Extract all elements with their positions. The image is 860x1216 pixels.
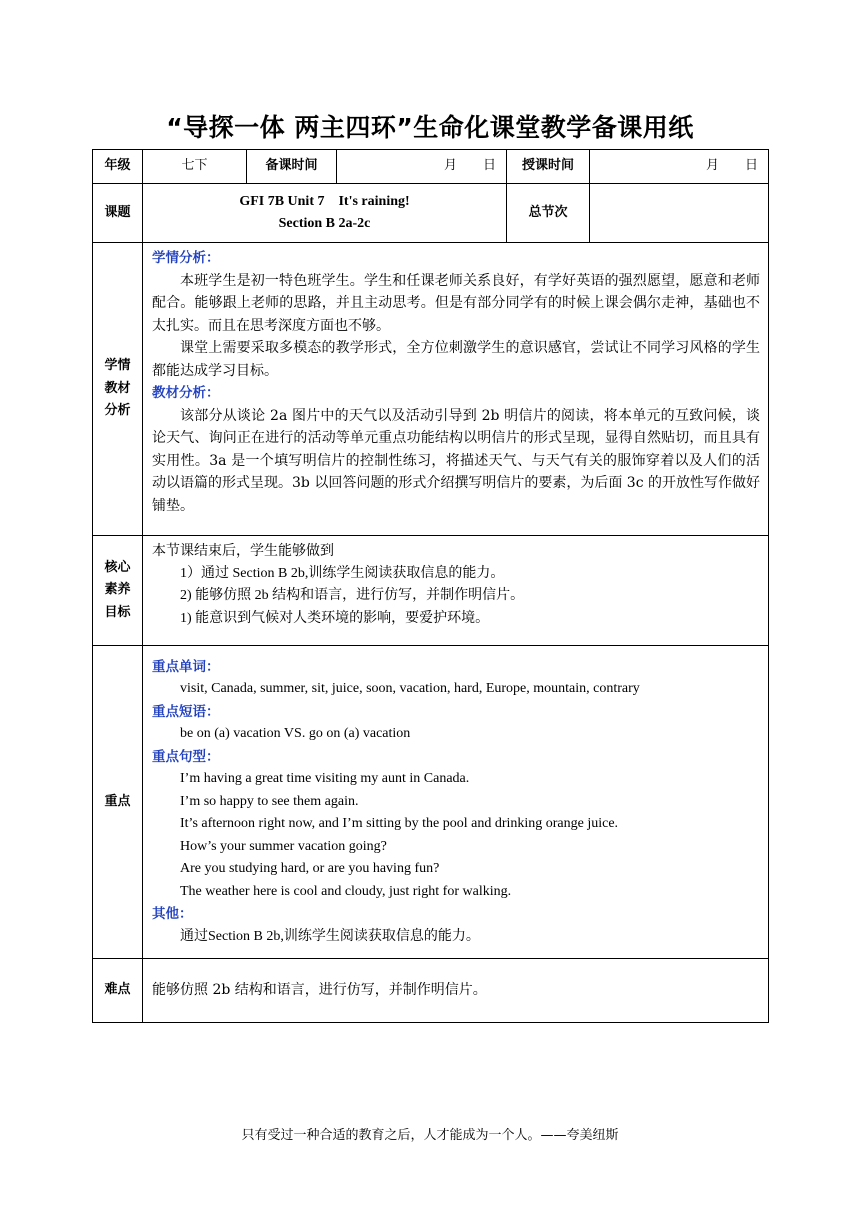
- key-points-content: [143, 646, 769, 959]
- footer-quote: 只有受过一种合适的教育之后，人才能成为一个人。——夸美纽斯: [241, 1128, 619, 1143]
- key-words-heading: 重点单词：: [152, 658, 220, 675]
- goals-label: [93, 536, 143, 646]
- goals-intro: 本节课结束后，学生能够做到: [152, 543, 334, 559]
- prep-time-value: 月 日: [337, 150, 507, 184]
- topic-value: [143, 184, 507, 243]
- grade-label: 年级: [93, 150, 143, 184]
- goal-item: 1) 能意识到气候对人类环境的影响，要爱护环境。: [180, 610, 490, 626]
- analysis-row: [93, 243, 769, 536]
- key-sentence: The weather here is cool and cloudy, just right for walking.: [180, 883, 512, 899]
- goals-content: [143, 536, 769, 646]
- key-points-label: 重点: [93, 646, 143, 959]
- total-sessions-label: 总节次: [507, 184, 590, 243]
- goals-label-line-3: 目标: [104, 604, 131, 620]
- topic-line-1: GFI 7B Unit 7 It's raining!: [239, 194, 410, 209]
- other-heading: 其他：: [152, 906, 193, 923]
- analysis-label-line-1: 学情: [104, 358, 131, 374]
- prep-time-label: 备课时间: [247, 150, 337, 184]
- teach-time-value: 月 日: [590, 150, 769, 184]
- key-points-row: [93, 646, 769, 959]
- key-sentences-heading: 重点句型：: [152, 748, 220, 765]
- topic-label: 课题: [93, 184, 143, 243]
- topic-line-2: Section B 2a-2c: [278, 216, 371, 231]
- page-title: “导探一体 两主四环”生命化课堂教学备课用纸: [166, 113, 694, 142]
- difficulty-label: 难点: [93, 959, 143, 1023]
- material-analysis-heading: 教材分析：: [152, 385, 220, 401]
- lesson-plan-table: [92, 149, 769, 1023]
- other-text: 通过Section B 2b,训练学生阅读获取信息的能力。: [180, 928, 480, 944]
- material-analysis-paragraph: 该部分从谈论 2a 图片中的天气以及活动引导到 2b 明信片的阅读，将本单元的互致问候，谈论天气、询问正在进行的活动等单元重点功能结构以明信片的形式呈现，显得自然贴切，而且具有实用性。3a 是一个填写明信片的控制性练习，将描述天气、与天气有关的服饰穿着以及人们的活动以语篇的形式呈现。3b 以回答问题的形式介绍撰写明信片的要素，为后面 3c 的开放性写作做好铺垫。: [152, 407, 760, 514]
- key-phrases-heading: 重点短语：: [152, 703, 220, 720]
- key-sentence: It’s afternoon right now, and I’m sitting by the pool and drinking orange juice.: [180, 816, 619, 832]
- student-analysis-paragraph-1: 本班学生是初一特色班学生。学生和任课老师关系良好，有学好英语的强烈愿望，愿意和老师配合。能够跟上老师的思路，并且主动思考。但是有部分同学有的时候上课会偶尔走神，基础也不太扎实。而且在思考深度方面也不够。: [152, 272, 760, 334]
- goals-label-line-1: 核心: [104, 559, 131, 575]
- analysis-label-line-2: 教材: [104, 380, 131, 396]
- analysis-label: [93, 243, 143, 536]
- total-sessions-value: [590, 184, 769, 243]
- goal-item: 2) 能够仿照 2b 结构和语言，进行仿写，并制作明信片。: [180, 588, 525, 603]
- key-sentence: I’m having a great time visiting my aunt in Canada.: [180, 771, 470, 787]
- teach-time-label: 授课时间: [507, 150, 590, 184]
- key-words: visit, Canada, summer, sit, juice, soon, vacation, hard, Europe, mountain, contrary: [180, 681, 640, 697]
- analysis-label-line-3: 分析: [104, 403, 131, 419]
- goals-label-line-2: 素养: [104, 582, 131, 598]
- key-phrases: be on (a) vacation VS. go on (a) vacation: [180, 726, 411, 742]
- key-sentence: How’s your summer vacation going?: [180, 838, 387, 854]
- student-analysis-paragraph-2: 课堂上需要采取多模态的教学形式，全方位刺激学生的意识感官，尝试让不同学习风格的学生都能达成学习目标。: [152, 340, 760, 379]
- key-sentence: Are you studying hard, or are you having fun?: [180, 861, 440, 877]
- difficulty-row: [93, 959, 769, 1023]
- grade-value: 七下: [143, 150, 247, 184]
- student-analysis-heading: 学情分析：: [152, 250, 220, 266]
- goals-row: [93, 536, 769, 646]
- key-sentence: I’m so happy to see them again.: [180, 793, 359, 809]
- goal-item: 1）通过 Section B 2b,训练学生阅读获取信息的能力。: [180, 565, 505, 581]
- header-row: [93, 150, 769, 184]
- topic-row: [93, 184, 769, 243]
- analysis-content: [143, 243, 769, 536]
- difficulty-text: 能够仿照 2b 结构和语言，进行仿写，并制作明信片。: [143, 959, 769, 1023]
